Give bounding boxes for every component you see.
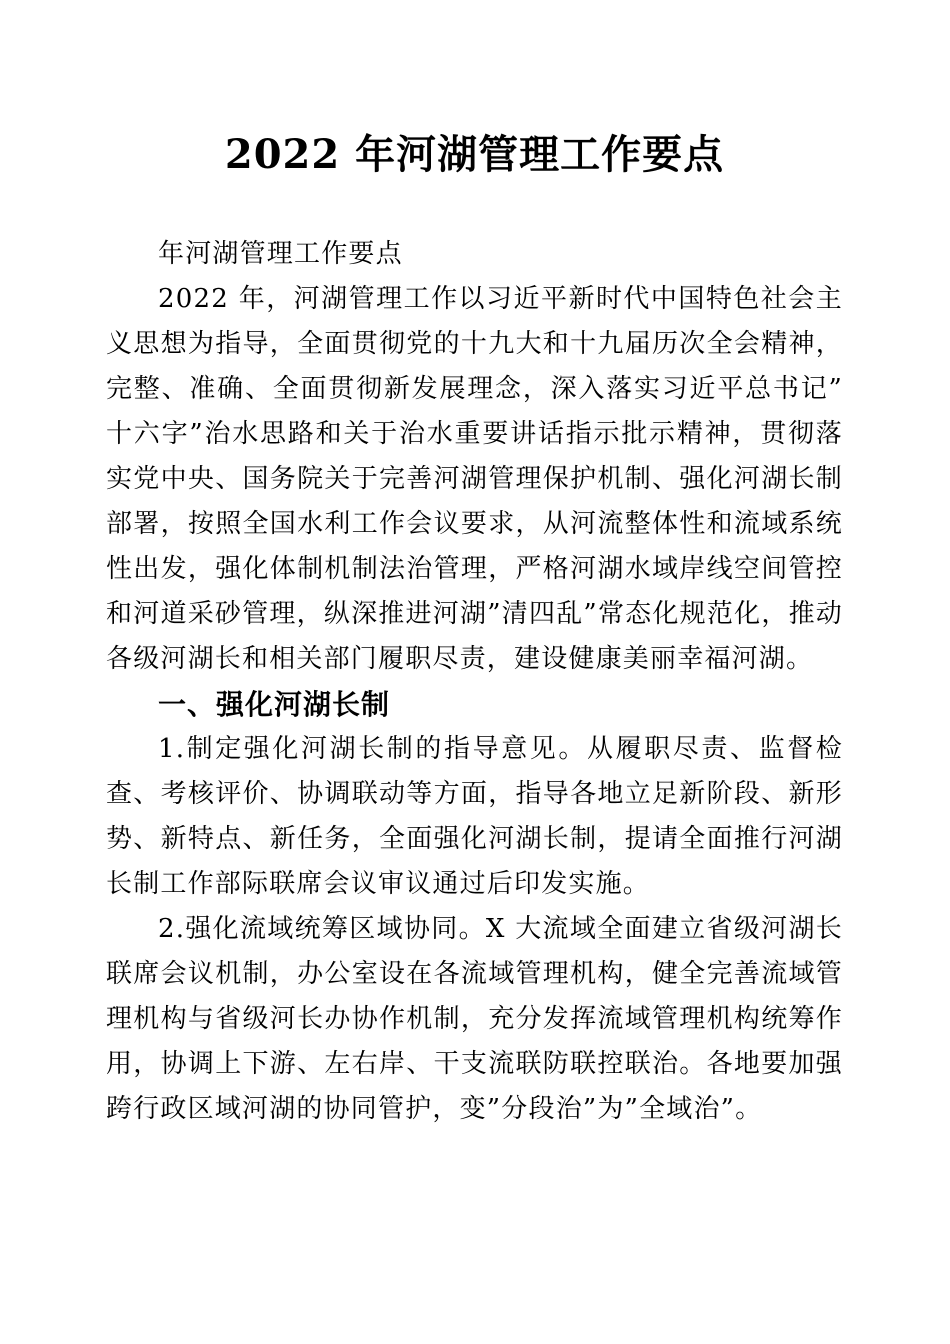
document-title: 2022 年河湖管理工作要点 <box>224 131 725 178</box>
section-heading-1: 一、强化河湖长制 <box>158 688 391 721</box>
paragraph-overview: 2022 年，河湖管理工作以习近平新时代中国特色社会主义思想为指导，全面贯彻党的十九大和十九届历次全会精神，完整、准确、全面贯彻新发展理念，深入落实习近平总书记”十六字”治水思路和关于治水重要讲话指示批示精神，贯彻落实党中央、国务院关于完善河湖管理保护机制、强化河湖长制部署，按照全国水利工作会议要求，从河流整体性和流域系统性出发，强化体制机制法治管理，严格河湖水域岸线空间管控和河道采砂管理，纵深推进河湖”清四乱”常态化规范化，推动各级河湖长和相关部门履职尽责，建设健康美丽幸福河湖。 <box>106 284 843 674</box>
paragraph-intro: 年河湖管理工作要点 <box>158 239 403 269</box>
paragraph-item-1: 1.制定强化河湖长制的指导意见。从履职尽责、监督检查、考核评价、协调联动等方面，指导各地立足新阶段、新形势、新特点、新任务，全面强化河湖长制，提请全面推行河湖长制工作部际联席会议审议通过后印发实施。 <box>106 734 843 899</box>
paragraph-item-2: 2.强化流域统筹区域协同。X 大流域全面建立省级河湖长联席会议机制，办公室设在各流域管理机构，健全完善流域管理机构与省级河长办协作机制，充分发挥流域管理机构统筹作用，协调上下游、左右岸、干支流联防联控联治。各地要加强跨行政区域河湖的协同管护，变”分段治”为”全域治”。 <box>106 914 843 1124</box>
